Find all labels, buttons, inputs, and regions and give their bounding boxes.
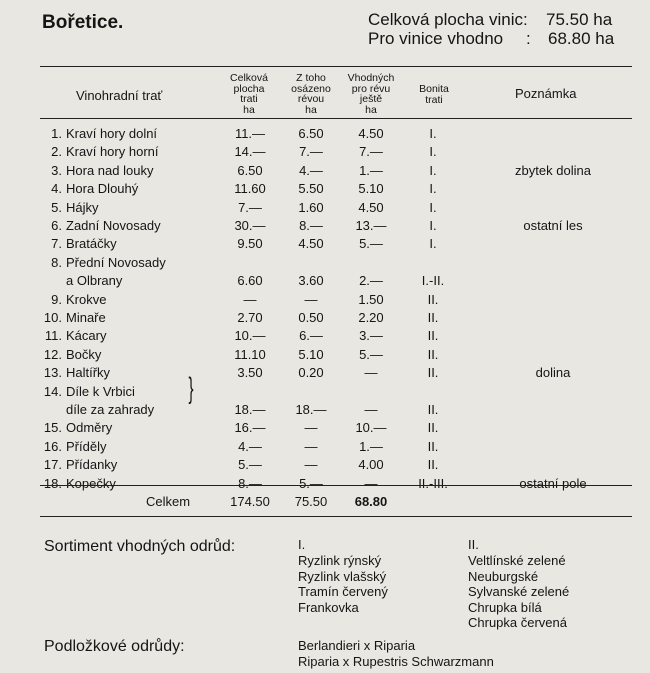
row-name: Kopečky: [66, 475, 116, 491]
row-total: 6.60: [237, 273, 263, 289]
row-planted: 6.—: [299, 328, 323, 344]
row-number: 8.: [51, 254, 62, 270]
row-name: Krokve: [66, 291, 107, 307]
row-planted: —: [304, 291, 318, 307]
row-bonita: I.-II.: [421, 273, 445, 289]
row-name: Hora nad louky: [66, 162, 154, 178]
row-number: 2.: [51, 144, 62, 160]
row-name: Odměry: [66, 420, 113, 436]
header-total: [220, 73, 278, 115]
header-total-line: trati: [240, 93, 258, 105]
sortiment-grade-1: I.: [298, 537, 306, 552]
row-name-continued: díle za zahrady: [66, 402, 155, 417]
header-total-line: Celková: [230, 72, 268, 84]
row-total: 11.—: [234, 126, 266, 141]
total-area-label: Celková plocha vinic:: [368, 10, 528, 29]
row-total: 7.—: [238, 199, 262, 215]
row-number: 13.: [43, 365, 62, 381]
row-total: 9.50: [237, 236, 263, 252]
row-name: Hájky: [66, 199, 99, 215]
row-planted: —: [304, 438, 318, 454]
row-number: 12.: [43, 346, 62, 362]
sortiment-list-2: [468, 553, 569, 631]
row-suitable: 7.—: [359, 144, 383, 160]
row-planted: 4.—: [299, 162, 323, 178]
sortiment-grade-2: II.: [468, 537, 479, 552]
row-bonita: I.: [429, 162, 437, 178]
row-total: 16.—: [234, 420, 266, 436]
row-suitable: 2.—: [359, 273, 383, 289]
row-name: Díle k Vrbici: [66, 383, 135, 399]
row-number: 10.: [43, 310, 62, 325]
row-number: 3.: [51, 162, 62, 178]
row-suitable: 1.50: [358, 291, 384, 307]
header-suitable-line: Vhodných: [347, 72, 395, 84]
row-name: Příděly: [66, 438, 107, 454]
sortiment-label: Sortiment vhodných odrůd:: [44, 538, 236, 555]
row-bonita: II.: [427, 346, 439, 362]
row-bonita: II.: [427, 328, 439, 344]
row-bonita: II.: [427, 402, 439, 417]
row-name: Haltířky: [66, 365, 111, 381]
row-name: Hora Dlouhý: [66, 181, 139, 197]
header-bottom-rule: [40, 118, 632, 119]
suitable-area-colon: :: [526, 29, 531, 48]
row-suitable: 5.—: [359, 346, 383, 362]
suitable-area-value: 68.80 ha: [548, 29, 615, 48]
row-suitable: 1.—: [359, 162, 383, 178]
header-suitable-line: ha: [365, 103, 377, 116]
row-name: Bočky: [66, 346, 102, 362]
row-suitable: 4.00: [358, 457, 384, 473]
row-suitable: —: [364, 475, 378, 491]
header-bonita-line: Bonita: [419, 83, 449, 95]
suitable-area-label: Pro vinice vhodno: [368, 29, 504, 48]
row-suitable: 13.—: [355, 218, 387, 233]
row-number: 11.: [44, 328, 62, 344]
row-suitable: 2.20: [358, 310, 384, 325]
row-total: —: [243, 291, 257, 307]
suitable-area-line: [368, 29, 615, 49]
variety-item: Ryzlink rýnský: [298, 553, 382, 568]
header-suitable: [342, 73, 400, 115]
row-total: 30.—: [234, 218, 266, 233]
row-number: 4.: [51, 181, 62, 197]
row-planted: 4.50: [298, 236, 324, 252]
row-total: 2.70: [237, 310, 263, 325]
header-total-line: ha: [243, 103, 255, 116]
header-suitable-line: ještě: [359, 93, 383, 105]
row-name: Přední Novosady: [66, 254, 166, 270]
header-planted-line: ha: [305, 103, 317, 116]
header-total-line: plocha: [233, 82, 265, 95]
row-note: dolina: [535, 365, 571, 381]
sum-total: 174.50: [230, 494, 270, 509]
row-note: ostatní pole: [519, 475, 587, 491]
sum-label: Celkem: [146, 494, 191, 509]
row-name-continued: a Olbrany: [66, 273, 123, 289]
row-name: Kraví hory dolní: [66, 126, 158, 141]
row-suitable: 10.—: [355, 420, 387, 436]
row-number: 5.: [51, 199, 62, 215]
row-planted: 1.60: [298, 199, 324, 215]
page-title: Bořetice.: [42, 12, 124, 33]
sum-bottom-rule: [40, 516, 632, 517]
row-number: 14.: [43, 383, 62, 399]
variety-item: Veltlínské zelené: [468, 553, 566, 568]
row-note: zbytek dolina: [515, 162, 591, 178]
row-number: 16.: [43, 438, 62, 454]
row-planted: 5.—: [299, 475, 323, 491]
row-number: 17.: [43, 457, 62, 473]
header-bonita: [405, 84, 463, 105]
variety-item: Neuburgské: [468, 568, 539, 584]
row-name: Kácary: [66, 328, 107, 344]
row-total: 5.—: [238, 457, 262, 473]
row-bonita: I.: [429, 236, 437, 252]
row-total: 11.10: [234, 346, 266, 362]
row-note: ostatní les: [523, 218, 583, 233]
rootstock-item: Berlandieri x Riparia: [298, 638, 416, 653]
header-planted: [282, 73, 340, 115]
row-planted: 3.60: [298, 273, 324, 289]
sum-planted: 75.50: [294, 494, 328, 509]
row-planted: 0.20: [298, 365, 324, 381]
row-number: 18.: [43, 475, 62, 491]
header-bonita-line: trati: [425, 93, 443, 106]
row-name: Zadní Novosady: [66, 218, 161, 233]
row-planted: 6.50: [298, 126, 324, 141]
row-total: 14.—: [234, 144, 266, 160]
row-planted: —: [304, 457, 318, 473]
header-planted-line: révou: [297, 93, 325, 105]
variety-item: Frankovka: [298, 599, 359, 615]
row-bonita: I.: [429, 218, 437, 233]
row-suitable: 4.50: [358, 126, 384, 141]
row-suitable: —: [364, 402, 378, 417]
header-note: Poznámka: [515, 86, 577, 101]
row-name: Bratáčky: [66, 236, 117, 252]
table-top-rule: [40, 66, 632, 67]
row-total: 8.—: [238, 475, 262, 491]
row-bonita: II.: [427, 420, 439, 436]
row-planted: 8.—: [299, 218, 323, 233]
row-suitable: 1.—: [359, 438, 383, 454]
row-number: 7.: [51, 236, 62, 252]
sum-suitable: 68.80: [354, 494, 388, 509]
row-bonita: II.-III.: [418, 475, 448, 491]
row-bonita: II.: [427, 310, 439, 325]
row-14-brace: }: [188, 372, 194, 405]
total-area-value: 75.50 ha: [546, 10, 613, 29]
row-planted: 7.—: [299, 144, 323, 160]
row-suitable: 4.50: [358, 199, 384, 215]
row-bonita: I.: [429, 181, 437, 197]
variety-item: Ryzlink vlašský: [298, 568, 387, 584]
row-planted: 5.10: [298, 346, 324, 362]
row-planted: 5.50: [298, 181, 324, 197]
row-bonita: II.: [427, 291, 439, 307]
variety-item: Chrupka bílá: [468, 599, 542, 615]
variety-item: Sylvanské zelené: [468, 584, 570, 599]
row-bonita: I.: [429, 126, 437, 141]
row-bonita: I.: [429, 144, 437, 160]
header-suitable-line: pro révu: [351, 82, 391, 95]
row-number: 9.: [51, 291, 62, 307]
sortiment-list-1: [298, 553, 388, 615]
row-planted: 0.50: [298, 310, 324, 325]
row-total: 11.60: [234, 181, 266, 197]
row-total: 3.50: [237, 365, 263, 381]
row-suitable: —: [364, 365, 378, 381]
rootstock-list: [298, 638, 494, 669]
row-suitable: 3.—: [359, 328, 383, 344]
row-total: 4.—: [238, 438, 262, 454]
header-planted-line: Z toho: [296, 72, 326, 84]
row-bonita: II.: [427, 457, 439, 473]
variety-item: Chrupka červená: [468, 615, 567, 630]
row-total: 10.—: [234, 328, 266, 344]
row-bonita: II.: [427, 438, 439, 454]
row-number: 6.: [51, 218, 62, 233]
row-planted: —: [304, 420, 318, 436]
row-name: Kraví hory horní: [66, 144, 159, 160]
rootstock-label: Podložkové odrůdy:: [44, 638, 185, 655]
row-planted: 18.—: [295, 402, 327, 417]
header-name: Vinohradní trať: [76, 88, 163, 103]
row-name: Minaře: [66, 310, 106, 325]
row-number: 1.: [51, 126, 62, 141]
row-bonita: II.: [427, 365, 439, 381]
row-total: 18.—: [234, 402, 266, 417]
row-bonita: I.: [429, 199, 437, 215]
variety-item: Tramín červený: [298, 584, 388, 599]
header-planted-line: osázeno: [291, 82, 331, 95]
row-suitable: 5.10: [358, 181, 384, 197]
row-name: Přídanky: [66, 457, 118, 473]
row-total: 6.50: [237, 162, 263, 178]
rootstock-item: Riparia x Rupestris Schwarzmann: [298, 653, 494, 669]
row-suitable: 5.—: [359, 236, 383, 252]
sum-top-rule: [40, 485, 632, 486]
row-number: 15.: [43, 420, 62, 436]
